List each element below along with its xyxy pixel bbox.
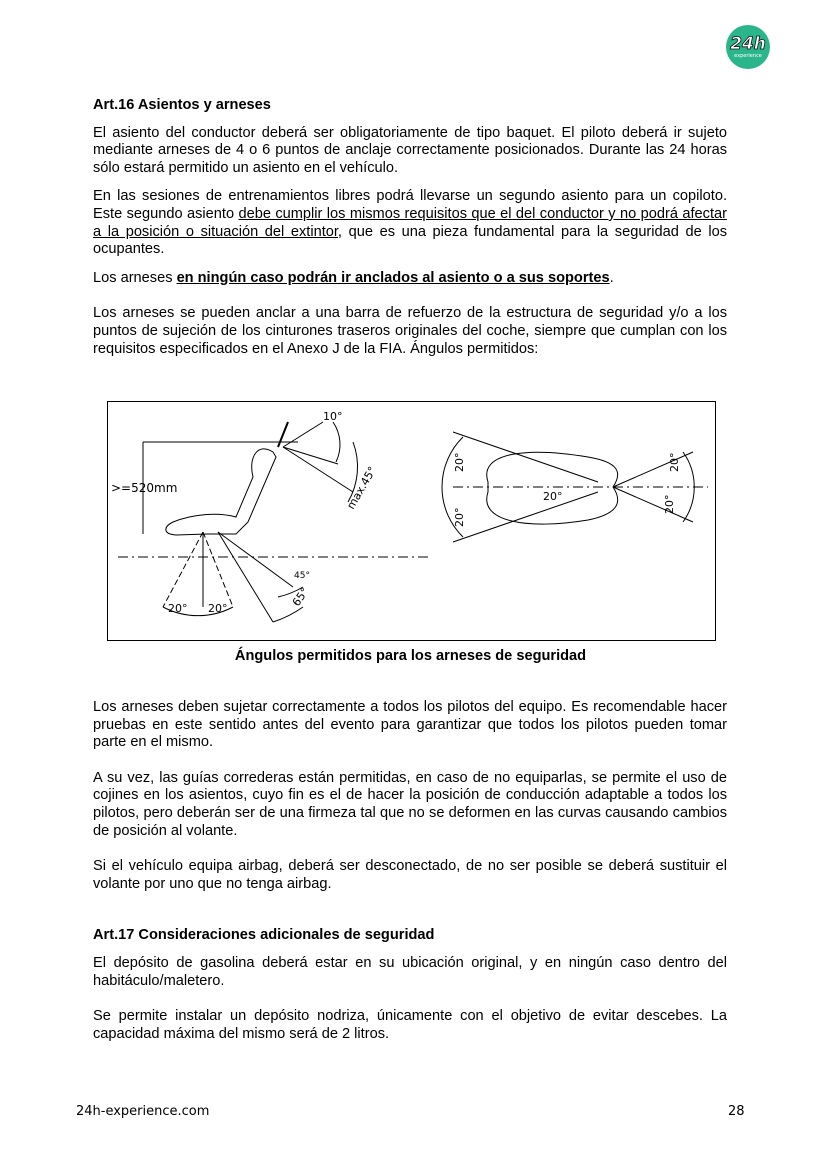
angle-label: 20° (453, 507, 466, 527)
angle-line (218, 532, 293, 587)
angle-line (613, 487, 693, 522)
figure-caption: Ángulos permitidos para los arneses de seguridad (234, 648, 587, 664)
brand-logo (725, 24, 771, 70)
angle-label: 20° (208, 602, 228, 615)
article-16-upper (93, 97, 727, 369)
paragraph-text: En las sesiones de entrenamientos libres podrá llevarse un segundo asiento para un copiloto. Este segundo asiento (93, 188, 727, 222)
angle-label: 45° (294, 571, 310, 581)
paragraph: El depósito de gasolina deberá estar en su ubicación original, y en ningún caso dentro del habitáculo/maletero. (93, 954, 727, 989)
paragraph: Si el vehículo equipa airbag, deberá ser desconectado, de no ser posible se deberá sustituir el volante por uno que no tenga airbag. (93, 858, 727, 892)
angle-label: 10° (323, 410, 343, 423)
harness-angles-figure (107, 401, 716, 641)
angle-arc (273, 607, 303, 622)
paragraph-text: Los arneses (93, 269, 177, 286)
seat-outline (166, 449, 276, 535)
footer-site: 24h-experience.com (76, 1104, 210, 1119)
angle-line (283, 447, 353, 492)
paragraph (93, 188, 727, 258)
paragraph: Se permite instalar un depósito nodriza, únicamente con el objetivo de evitar descebes. La capacidad máxima del mismo será de 2 litros. (93, 1008, 727, 1042)
section-heading: Art.16 Asientos y arneses (93, 97, 271, 113)
angle-label: 20° (453, 452, 466, 472)
harness-strap (278, 422, 288, 447)
seat-top-view (487, 452, 618, 524)
logo-subtext: experience (734, 53, 762, 59)
logo-text: 24h (730, 34, 766, 54)
angle-line (203, 532, 233, 607)
harness-diagram (108, 402, 715, 640)
angle-line (453, 432, 598, 482)
underlined-text: debe cumplir los mismos requisitos que el del conductor y no podrá afectar a la posición o situación del extintor, (93, 205, 727, 240)
angle-label: 20° (668, 452, 681, 472)
angle-label: 20° (168, 602, 188, 615)
angle-line (613, 452, 693, 487)
angle-line (163, 532, 203, 607)
paragraph: Los arneses deben sujetar correctamente a todos los pilotos del equipo. Es recomendable hacer pruebas en este sentido antes del evento para garantizar que todos los pilotos pueden tomar parte en el mismo. (93, 699, 727, 751)
angle-label: max.45° (344, 464, 380, 512)
article-16-lower (93, 699, 727, 1054)
paragraph: Los arneses se pueden anclar a una barra de refuerzo de la estructura de seguridad y/o a los puntos de sujeción de los cinturones traseros originales del coche, siempre que cumplan con los requisitos especificados en el Anexo J de la FIA. Ángulos permitidos: (93, 305, 727, 357)
angle-label: 65° (289, 585, 312, 609)
paragraph-text: que es una pieza fundamental para la seguridad de los ocupantes. (93, 223, 727, 258)
paragraph: El asiento del conductor deberá ser obligatoriamente de tipo baquet. El piloto deberá ir sujeto mediante arneses de 4 o 6 puntos de anclaje correctamente posicionados. Durante las 24 horas sólo estará permitido un asiento en el vehículo. (93, 124, 727, 176)
bold-underlined-text: en ningún caso podrán ir anclados al asiento o a sus soportes (176, 269, 610, 286)
paragraph: A su vez, las guías correderas están permitidas, en caso de no equiparlas, se permite el uso de cojines en los asientos, cuyo fin es el de hacer la posición de conducción adaptable a todos los pilotos, pero deberán ser de una firmeza tal que no se deformen en las curvas causando cambios de posición al volante. (93, 769, 727, 839)
angle-line (283, 447, 338, 464)
dimension-label: >=520mm (111, 481, 178, 495)
angle-label: 20° (543, 490, 563, 503)
section-heading: Art.17 Consideraciones adicionales de seguridad (93, 927, 435, 944)
paragraph-text: . (609, 269, 614, 286)
angle-line (453, 492, 598, 542)
angle-label: 20° (663, 494, 676, 514)
angle-arc (333, 422, 340, 462)
page-number: 28 (728, 1104, 745, 1119)
angle-line (283, 422, 323, 447)
paragraph (93, 270, 727, 288)
